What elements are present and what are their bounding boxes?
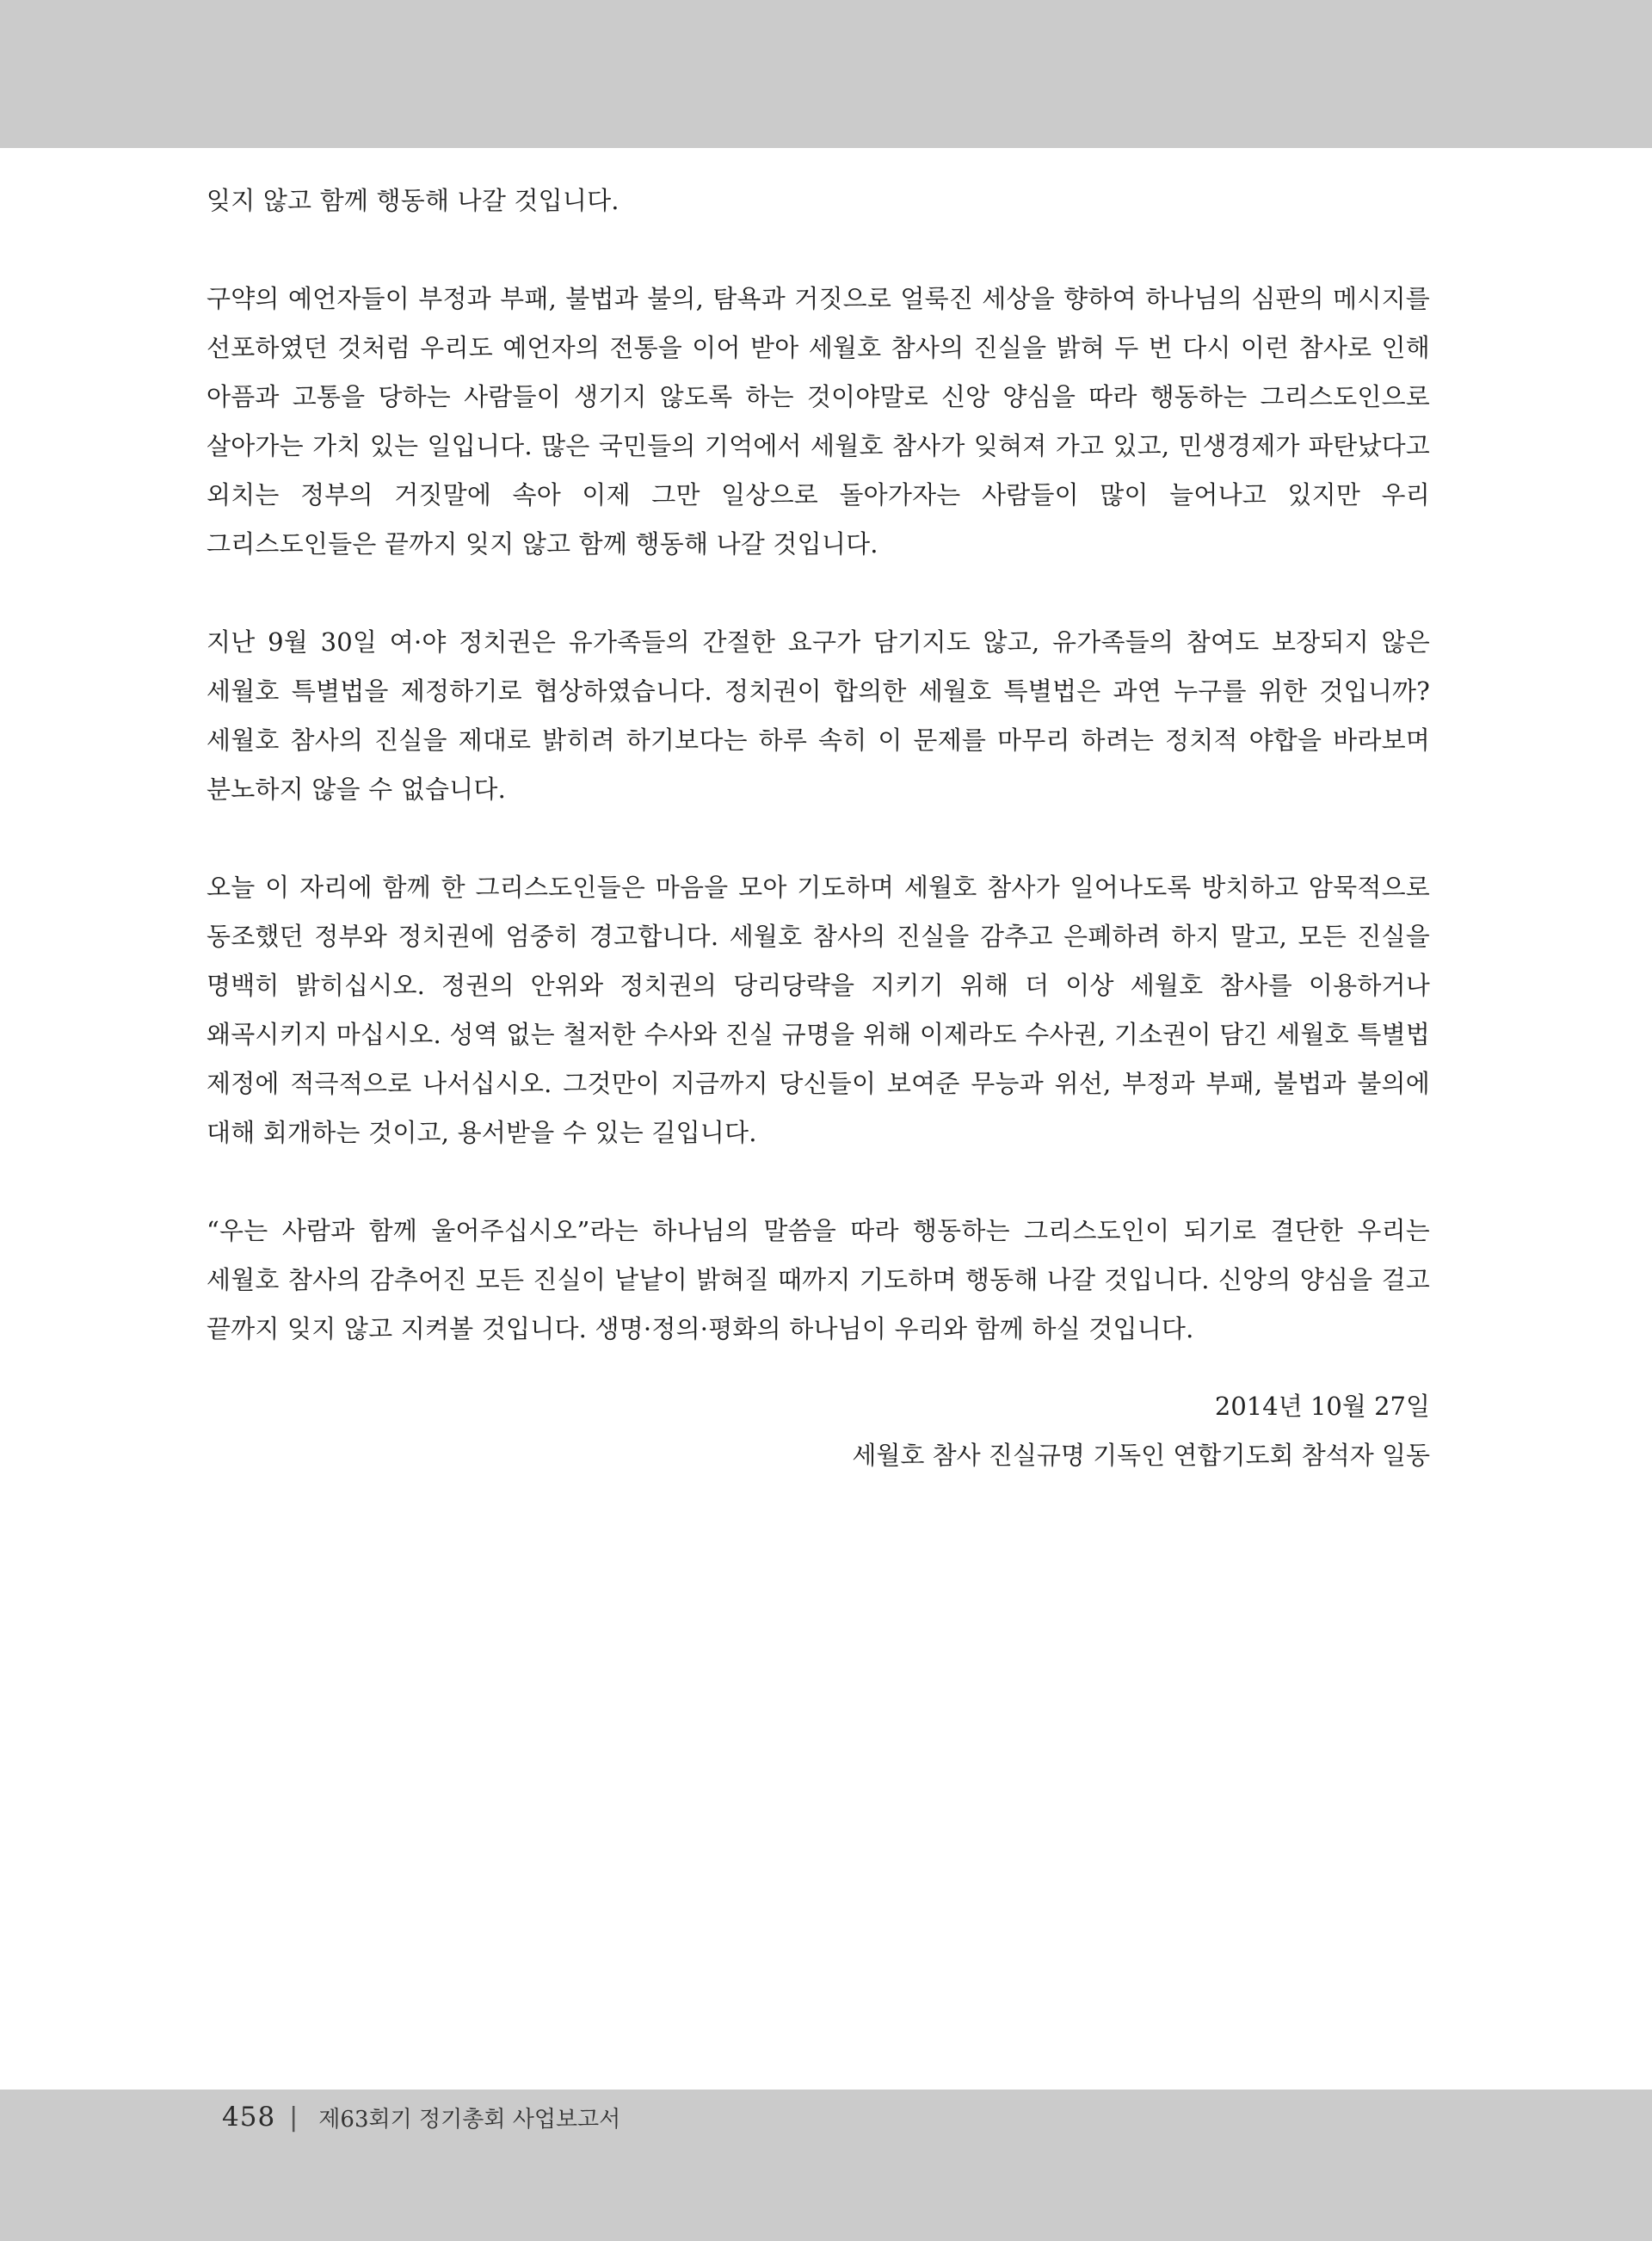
footer-separator: | [289,2102,299,2133]
page-number: 458 [222,2102,276,2133]
page-footer [222,2091,620,2143]
paragraph-2: 구약의 예언자들이 부정과 부패, 불법과 불의, 탐욕과 거짓으로 얼룩진 세상을 향하여 하나님의 심판의 메시지를 선포하였던 것처럼 우리도 예언자의 전통을 이어 받아 세월호 참사의 진실을 밝혀 두 번 다시 이런 참사로 인해 아픔과 고통을 당하는 사람들이 생기지 않도록 하는 것이야말로 신앙 양심을 따라 행동하는 그리스도인으로 살아가는 가치 있는 일입니다. 많은 국민들의 기억에서 세월호 참사가 잊혀져 가고 있고, 민생경제가 파탄났다고 외치는 정부의 거짓말에 속아 이제 그만 일상으로 돌아가자는 사람들이 많이 늘어나고 있지만 우리 그리스도인들은 끝까지 잊지 않고 함께 행동해 나갈 것입니다. [206,284,1430,559]
paragraph-1: 잊지 않고 함께 행동해 나갈 것입니다. [206,186,620,215]
signature-date: 2014년 10월 27일 [1214,1392,1430,1421]
signature-signatory: 세월호 참사 진실규명 기독인 연합기도회 참석자 일동 [852,1441,1430,1470]
paragraph-5: “우는 사람과 함께 울어주십시오”라는 하나님의 말씀을 따라 행동하는 그리스도인이 되기로 결단한 우리는 세월호 참사의 감추어진 모든 진실이 낱낱이 밝혀질 때까지 기도하며 행동해 나갈 것입니다. 신앙의 양심을 걸고 끝까지 잊지 않고 지켜볼 것입니다. 생명·정의·평화의 하나님이 우리와 함께 하실 것입니다. [206,1216,1430,1343]
document-body [206,176,1430,1403]
signature-block [852,1382,1430,1480]
paragraph-4: 오늘 이 자리에 함께 한 그리스도인들은 마음을 모아 기도하며 세월호 참사가 일어나도록 방치하고 암묵적으로 동조했던 정부와 정치권에 엄중히 경고합니다. 세월호 참사의 진실을 감추고 은폐하려 하지 말고, 모든 진실을 명백히 밝히십시오. 정권의 안위와 정치권의 당리당략을 지키기 위해 더 이상 세월호 참사를 이용하거나 왜곡시키지 마십시오. 성역 없는 철저한 수사와 진실 규명을 위해 이제라도 수사권, 기소권이 담긴 세월호 특별법 제정에 적극적으로 나서십시오. 그것만이 지금까지 당신들이 보여준 무능과 위선, 부정과 부패, 불법과 불의에 대해 회개하는 것이고, 용서받을 수 있는 길입니다. [206,873,1430,1147]
paragraph-3: 지난 9월 30일 여·야 정치권은 유가족들의 간절한 요구가 담기지도 않고, 유가족들의 참여도 보장되지 않은 세월호 특별법을 제정하기로 협상하였습니다. 정치권이 합의한 세월호 특별법은 과연 누구를 위한 것입니까? 세월호 참사의 진실을 제대로 밝히려 하기보다는 하루 속히 이 문제를 마무리 하려는 정치적 야합을 바라보며 분노하지 않을 수 없습니다. [206,627,1430,804]
report-title: 제63회기 정기총회 사업보고서 [318,2106,621,2133]
header-band [0,0,1652,148]
